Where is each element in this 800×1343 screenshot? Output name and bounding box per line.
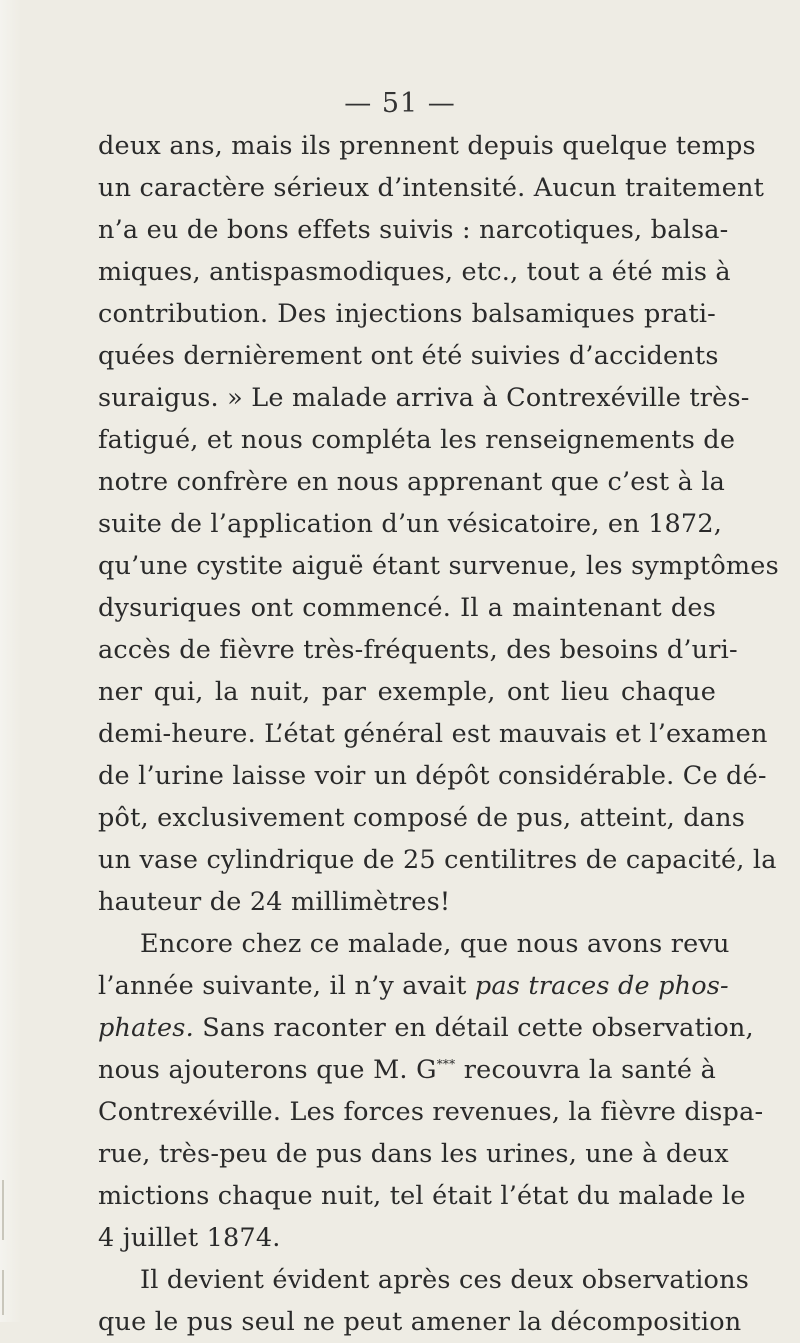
text-line: deux ans, mais ils prennent depuis quelque temps: [98, 131, 756, 161]
text-line: suite de l’application d’un vésicatoire, en 1872,: [98, 509, 723, 539]
page-number: — 51 —: [344, 88, 456, 119]
text-line: fatigué, et nous compléta les renseignements de: [98, 425, 736, 455]
text-line: un vase cylindrique de 25 centilitres de capacité, la: [98, 845, 777, 875]
text-line: [98, 965, 729, 1007]
text-line: de l’urine laisse voir un dépôt considérable. Ce dé-: [98, 761, 767, 791]
text-line: notre confrère en nous apprenant que c’est à la: [98, 467, 726, 497]
text-line: pôt, exclusivement composé de pus, atteint, dans: [98, 803, 746, 833]
text-line: que le pus seul ne peut amener la décomposition: [98, 1307, 742, 1337]
text-line: mictions chaque nuit, tel était l’état du malade le: [98, 1181, 746, 1211]
margin-mark: [2, 1270, 4, 1315]
text-line: rue, très-peu de pus dans les urines, une à deux: [98, 1139, 729, 1169]
text-line: quées dernièrement ont été suivies d’accidents: [98, 341, 719, 371]
text-line: Contrexéville. Les forces revenues, la fièvre dispa-: [98, 1097, 764, 1127]
text-line: 4 juillet 1874.: [98, 1223, 281, 1253]
text-line: dysuriques ont commencé. Il a maintenant des: [98, 593, 716, 623]
text-line: Il devient évident après ces deux observations: [140, 1265, 750, 1295]
text-line: miques, antispasmodiques, etc., tout a été mis à: [98, 257, 731, 287]
binding-shadow: [0, 0, 22, 1322]
text-line: un caractère sérieux d’intensité. Aucun traitement: [98, 173, 765, 203]
text-run: l’année suivante, il n’y avait: [98, 971, 475, 1001]
text-line: accès de fièvre très-fréquents, des besoins d’uri-: [98, 635, 738, 665]
text-run: nous ajouterons que M. G: [98, 1055, 437, 1085]
text-run: recouvra la santé à: [455, 1055, 716, 1085]
text-line: [98, 1049, 716, 1091]
text-run: Sans raconter en détail cette observation,: [193, 1013, 754, 1043]
text-line: [98, 1007, 754, 1049]
superscript-text: ***: [436, 1057, 456, 1071]
italic-text: pas traces de phos-: [474, 971, 729, 1001]
text-line: qu’une cystite aiguë étant survenue, les symptômes: [98, 551, 779, 581]
margin-mark: [2, 1180, 4, 1240]
text-line: ner qui, la nuit, par exemple, ont lieu chaque: [98, 677, 716, 707]
text-line: contribution. Des injections balsamiques prati-: [98, 299, 716, 329]
body-text: [98, 125, 779, 1343]
italic-text: phates.: [98, 1013, 194, 1043]
text-line: n’a eu de bons effets suivis : narcotiques, balsa-: [98, 215, 729, 245]
text-line: suraigus. » Le malade arriva à Contrexéville très-: [98, 383, 750, 413]
text-line: hauteur de 24 millimètres!: [98, 887, 451, 917]
text-line: demi-heure. L’état général est mauvais et l’examen: [98, 719, 768, 749]
text-line: Encore chez ce malade, que nous avons revu: [140, 929, 730, 959]
